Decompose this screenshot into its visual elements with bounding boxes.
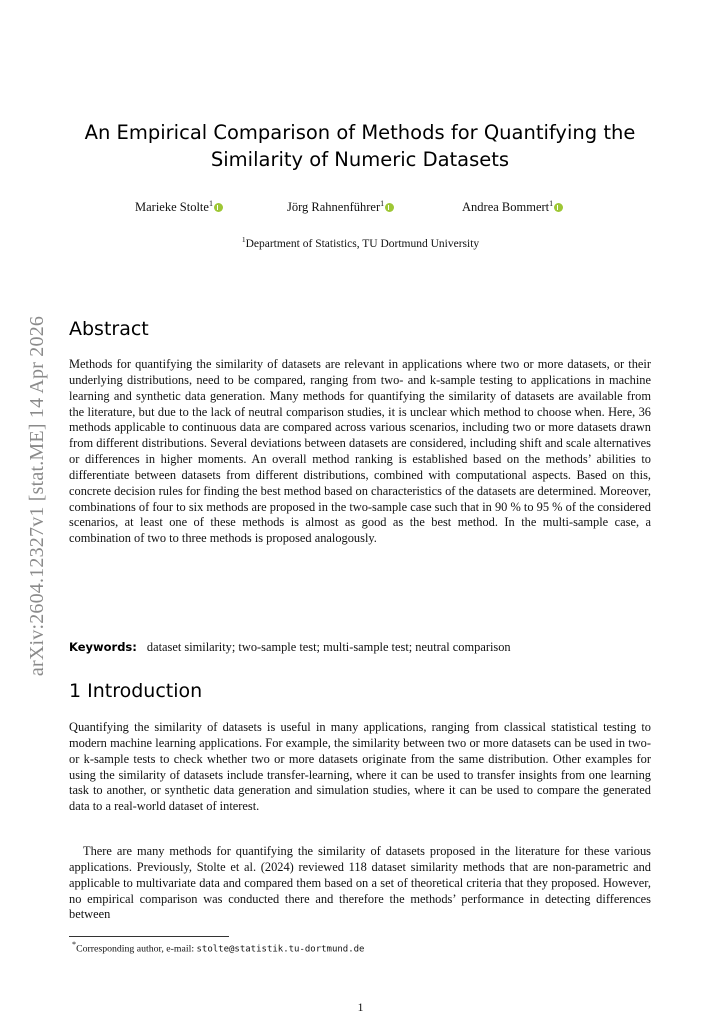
- orcid-icon[interactable]: [214, 203, 223, 212]
- footnote-mark: *: [72, 940, 77, 949]
- paper-title: An Empirical Comparison of Methods for Quantifying the Similarity of Numeric Datasets: [84, 121, 636, 171]
- author-affiliation-mark: 1: [380, 198, 385, 208]
- author-2: [287, 200, 394, 215]
- author-name: Marieke Stolte: [135, 200, 209, 214]
- footnote: [72, 940, 364, 954]
- author-1: [135, 200, 223, 215]
- author-affiliation-mark: 1: [549, 198, 554, 208]
- introduction-paragraph-1: Quantifying the similarity of datasets is useful in many applications, ranging from classical statistical testing to modern machine learning applications. For example, the similarity between two or more datasets can be used in two- or k-sample tests to check whether two or more datasets originate from the same distribution. Other examples for using the similarity of datasets include transfer-learning, where it can be used to transfer insights from one learning task to another, or synthetic data generation and simulation studies, where it can be used to compare the generated data to a real-world dataset of interest.: [69, 720, 651, 814]
- author-name: Andrea Bommert: [462, 200, 550, 214]
- orcid-icon[interactable]: [385, 203, 394, 212]
- affiliation-text: Department of Statistics, TU Dortmund University: [245, 237, 480, 250]
- author-name: Jörg Rahnenführer: [287, 200, 381, 214]
- affiliation-mark: 1: [241, 235, 246, 244]
- page-number: 1: [357, 1000, 364, 1014]
- introduction-heading: 1 Introduction: [69, 680, 203, 702]
- author-3: [462, 200, 563, 215]
- affiliation: [0, 235, 721, 250]
- abstract-heading: Abstract: [69, 318, 149, 340]
- orcid-icon[interactable]: [554, 203, 563, 212]
- footnote-text: Corresponding author, e-mail:: [76, 943, 197, 955]
- keywords-text: dataset similarity; two-sample test; multi-sample test; neutral comparison: [146, 640, 511, 654]
- author-affiliation-mark: 1: [208, 198, 213, 208]
- footnote-divider: [69, 936, 229, 937]
- introduction-paragraph-2: There are many methods for quantifying the similarity of datasets proposed in the literature for these various applications. Previously, Stolte et al. (2024) reviewed 118 dataset similarity methods that are non-parametric and applicable to multivariate data and compared them based on a set of theoretical criteria that they proposed. However, no empirical comparison was conducted there and therefore the methods’ performance in detecting differences between: [69, 844, 651, 922]
- arxiv-identifier[interactable]: arXiv:2604.12327v1 [stat.ME] 14 Apr 2026: [26, 315, 48, 677]
- author-list: [0, 200, 721, 218]
- footnote-email[interactable]: stolte@statistik.tu-dortmund.de: [196, 944, 365, 955]
- keywords: [69, 640, 669, 655]
- keywords-label: Keywords:: [69, 640, 137, 654]
- abstract-text: Methods for quantifying the similarity of datasets are relevant in applications where two or more datasets, or their underlying distributions, need to be compared, ranging from two- and k-sample testing to applications in machine learning and synthetic data generation. Many methods for quantifying the similarity of datasets are available from the literature, but due to the lack of neutral comparison studies, it is unclear which method to choose when. Here, 36 methods applicable to continuous data are compared across various scenarios, including two or more datasets drawn from different distributions. Several deviations between datasets are considered, including shift and scale alternatives or differences in higher moments. An overall method ranking is established based on the methods’ abilities to differentiate between datasets from different distributions, combined with computational aspects. Based on this, concrete decision rules for finding the best method based on characteristics of the datasets are determined. Moreover, combinations of four to six methods are proposed in the two-sample case such that in 90 % to 95 % of the considered scenarios, at least one of these methods is almost as good as the best method. In the multi-sample case, a combination of two to three methods is proposed analogously.: [69, 357, 651, 546]
